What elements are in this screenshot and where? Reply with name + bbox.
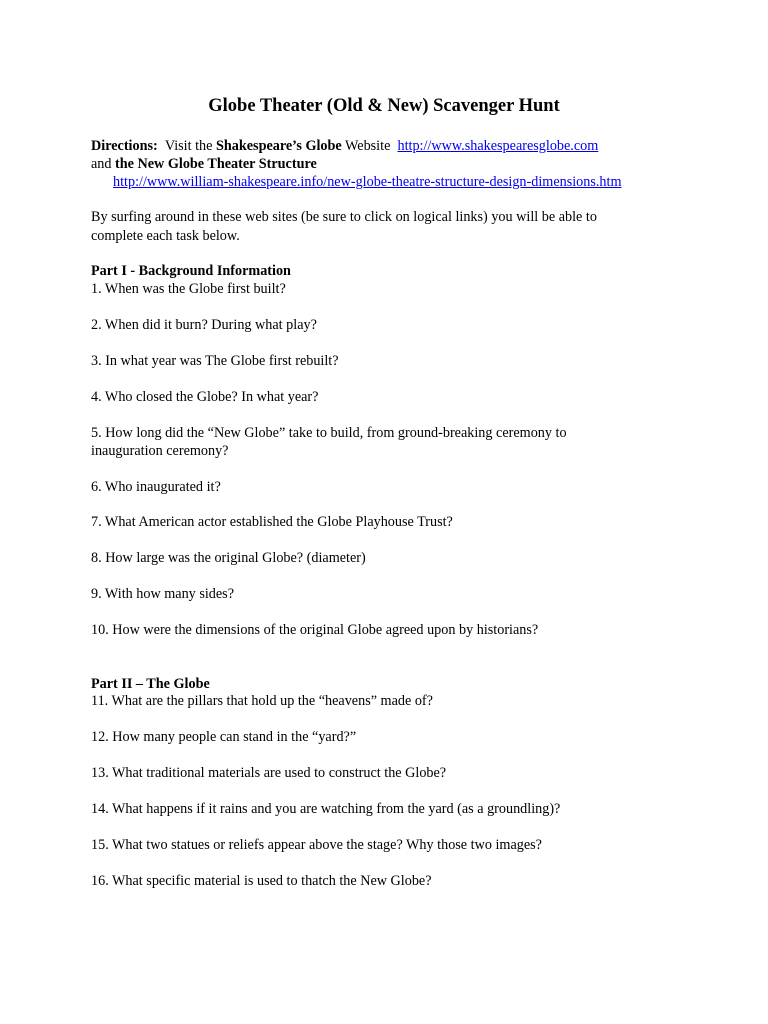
- question-10: 10. How were the dimensions of the original Globe agreed upon by historians?: [91, 622, 539, 638]
- question-1: 1. When was the Globe first built?: [91, 281, 286, 297]
- question-6: 6. Who inaugurated it?: [91, 479, 221, 495]
- new-globe-structure-link[interactable]: http://www.william-shakespeare.info/new-globe-theatre-structure-design-dimensions.htm: [113, 174, 622, 190]
- question-4: 4. Who closed the Globe? In what year?: [91, 389, 319, 405]
- question-13: 13. What traditional materials are used to construct the Globe?: [91, 765, 447, 781]
- directions-label: Directions:: [91, 138, 158, 154]
- question-15: 15. What two statues or reliefs appear above the stage? Why those two images?: [91, 837, 542, 853]
- directions-line: [91, 137, 598, 155]
- question-2: 2. When did it burn? During what play?: [91, 317, 317, 333]
- intro-line-1: By surfing around in these web sites (be sure to click on logical links) you will be able to: [91, 209, 597, 225]
- directions-text-visit: Visit the: [164, 138, 213, 154]
- question-5-continued: inauguration ceremony?: [91, 443, 229, 459]
- question-7: 7. What American actor established the Globe Playhouse Trust?: [91, 514, 453, 530]
- directions-line-3: [113, 173, 622, 191]
- question-11: 11. What are the pillars that hold up the “heavens” made of?: [91, 693, 433, 709]
- question-5: 5. How long did the “New Globe” take to build, from ground-breaking ceremony to: [91, 425, 567, 441]
- question-3: 3. In what year was The Globe first rebuilt?: [91, 353, 339, 369]
- question-8: 8. How large was the original Globe? (diameter): [91, 550, 366, 566]
- page-title: Globe Theater (Old & New) Scavenger Hunt: [208, 96, 560, 116]
- question-14: 14. What happens if it rains and you are watching from the yard (as a groundling)?: [91, 801, 561, 817]
- directions-line-2: [91, 155, 317, 173]
- site2-name: the New Globe Theater Structure: [115, 156, 317, 172]
- part1-heading: Part I - Background Information: [91, 263, 291, 279]
- directions-text-website: Website: [345, 138, 391, 154]
- site1-name: Shakespeare’s Globe: [215, 138, 342, 154]
- shakespearesglobe-link[interactable]: http://www.shakespearesglobe.com: [397, 138, 599, 154]
- intro-line-2: complete each task below.: [91, 228, 240, 244]
- part2-heading: Part II – The Globe: [91, 676, 210, 692]
- directions-text-and: and: [91, 156, 112, 172]
- question-9: 9. With how many sides?: [91, 586, 234, 602]
- question-12: 12. How many people can stand in the “yard?”: [91, 729, 357, 745]
- question-16: 16. What specific material is used to thatch the New Globe?: [91, 873, 432, 889]
